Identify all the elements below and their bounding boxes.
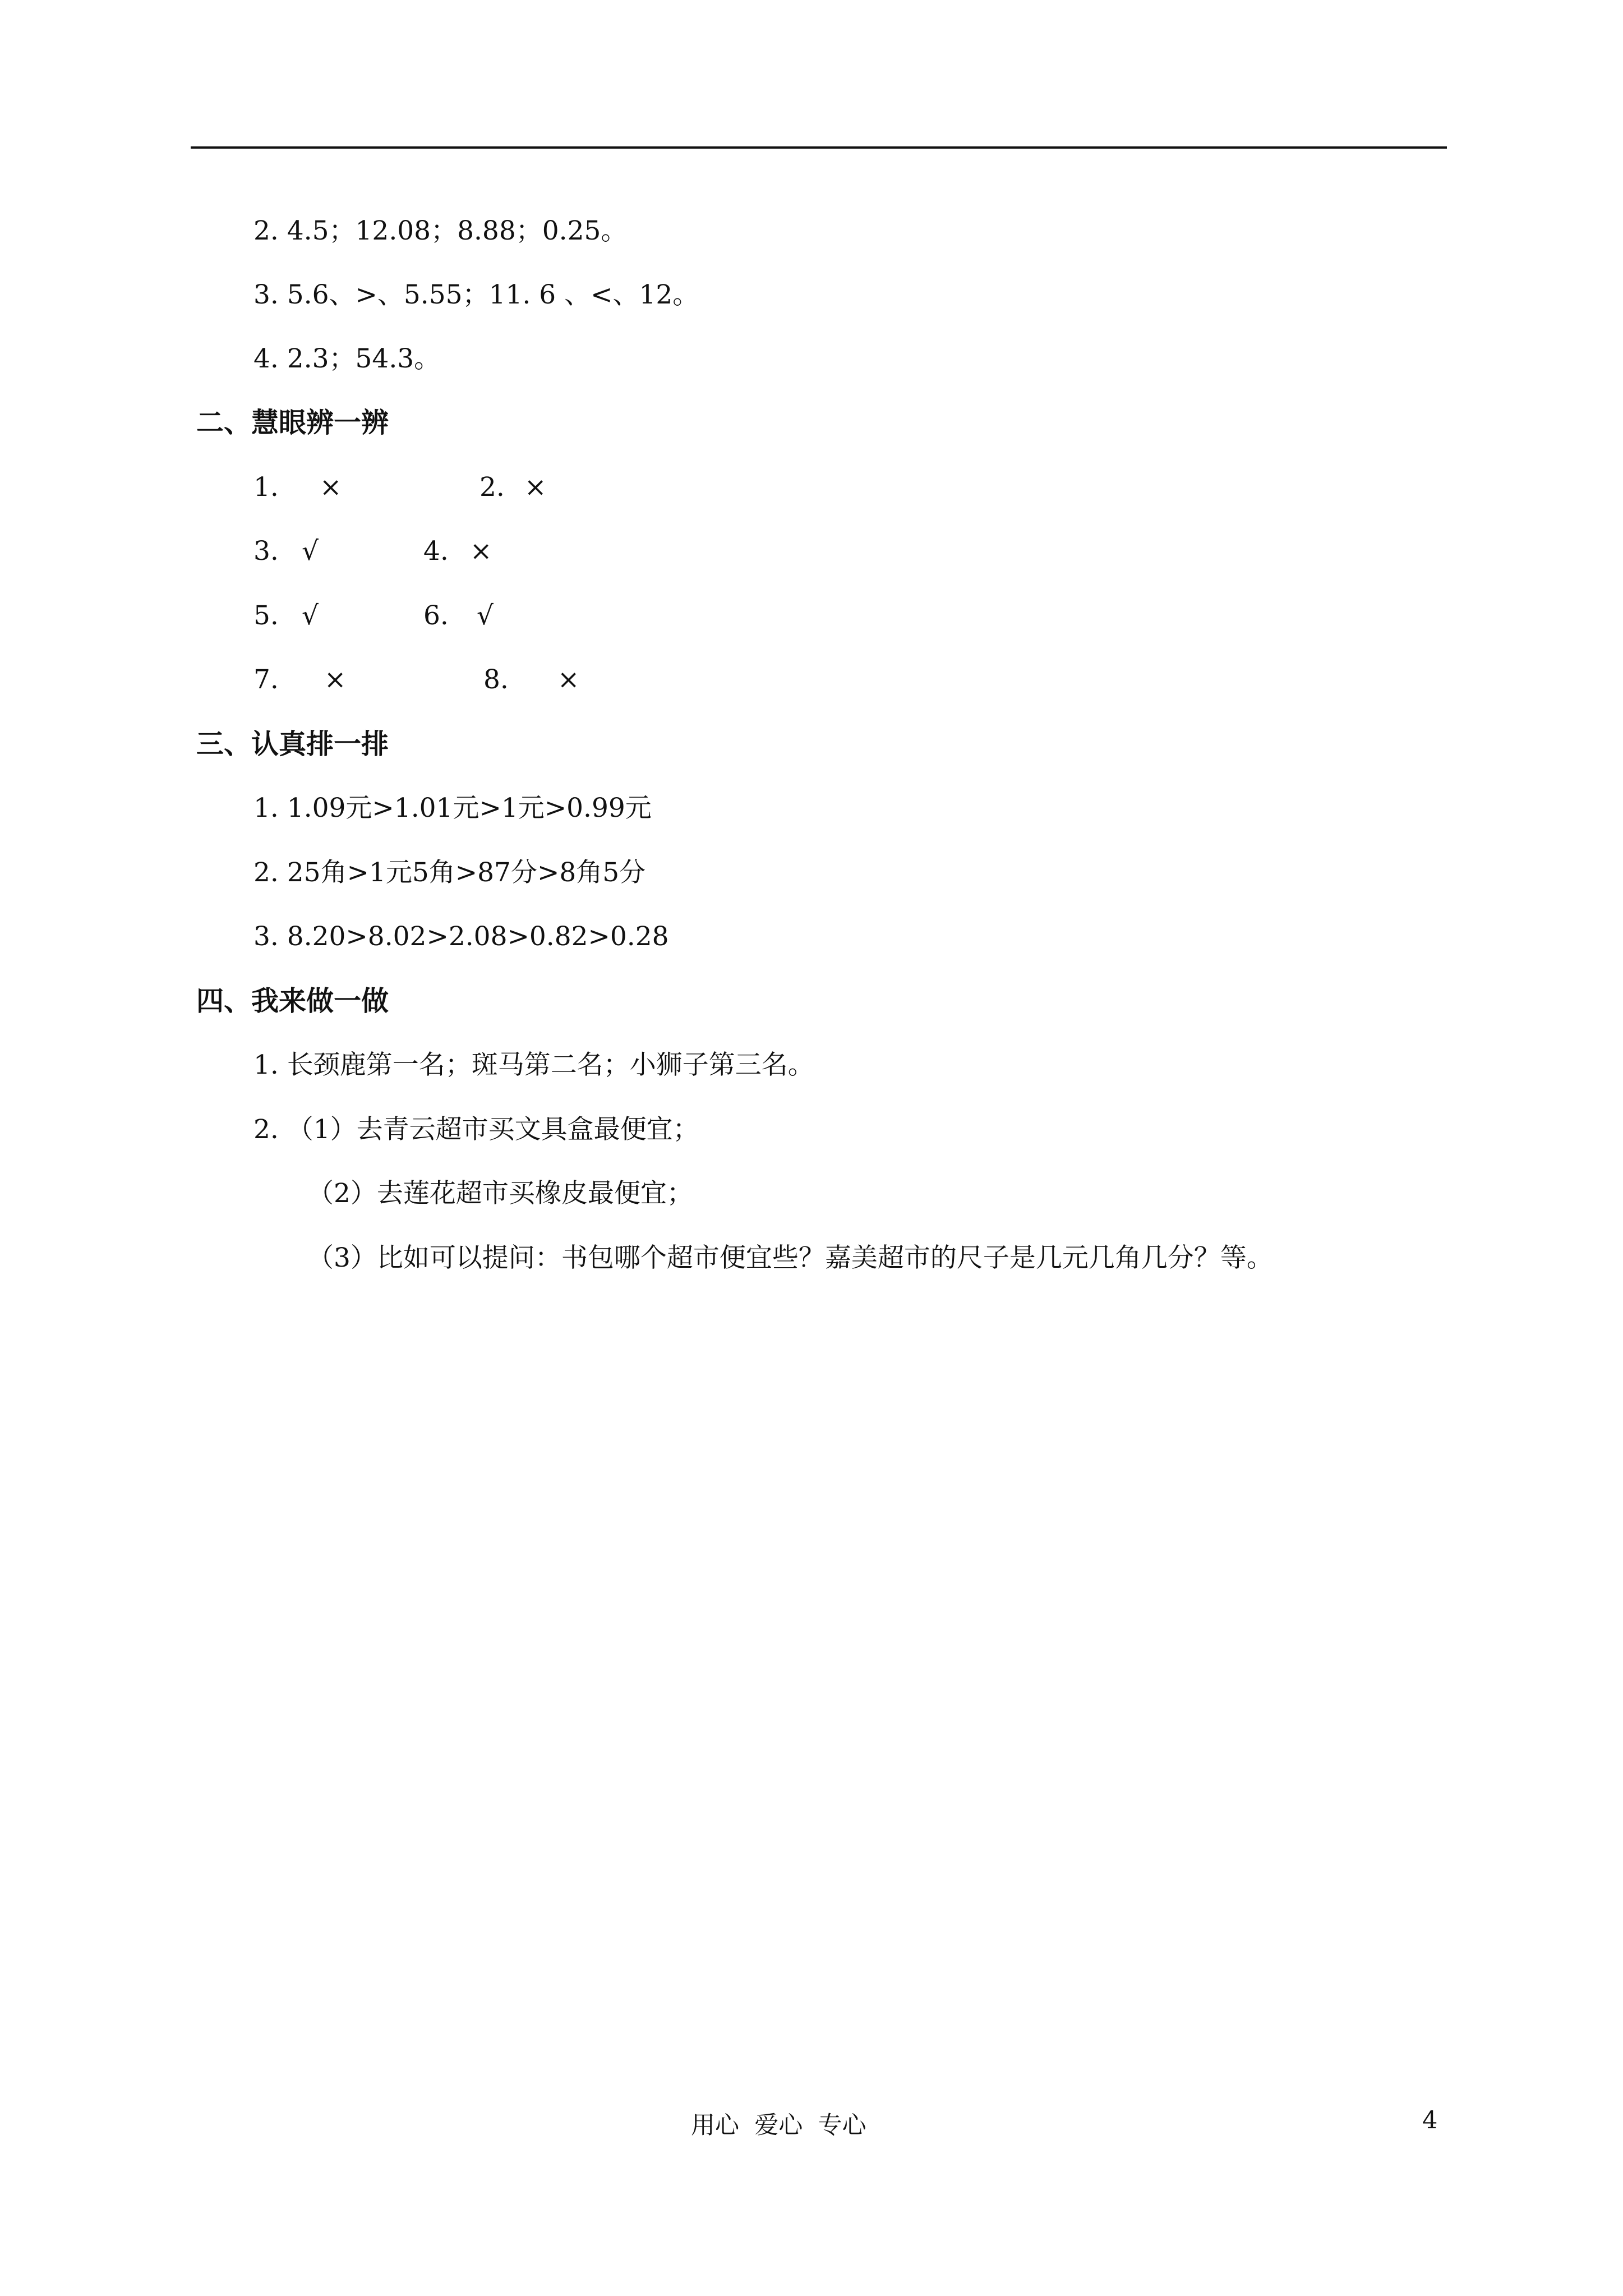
answer-line-1-2: 2. 4.5；12.08；8.88；0.25。	[253, 215, 628, 246]
section-heading-3: 三、认真排一排	[196, 728, 389, 760]
cross-mark: ×	[557, 664, 580, 695]
cross-mark: ×	[320, 472, 342, 503]
answer-line-4-2: 2. （1）去青云超市买文具盒最便宜；	[253, 1114, 699, 1145]
answer-line-1-3: 3. 5.6、>、5.55；11. 6 、<、12。	[253, 279, 699, 310]
cross-mark: ×	[470, 536, 492, 567]
page-number: 4	[1422, 2106, 1438, 2134]
answer-line-3-1: 1. 1.09元>1.01元>1元>0.99元	[253, 793, 652, 823]
judge-num-8: 8.	[483, 664, 509, 695]
answer-line-4-2-2: （2）去莲花超市买橡皮最便宜；	[307, 1178, 693, 1209]
footer-motto: 用心 爱心 专心	[691, 2111, 866, 2139]
check-mark: √	[477, 600, 494, 631]
check-mark: √	[302, 600, 319, 631]
judge-num-2: 2.	[479, 472, 505, 503]
answer-line-4-2-3: （3）比如可以提问：书包哪个超市便宜些？嘉美超市的尺子是几元几角几分？等。	[307, 1243, 1273, 1273]
check-mark: √	[302, 536, 319, 567]
judge-num-5: 5.	[253, 600, 279, 631]
answer-line-4-1: 1. 长颈鹿第一名；斑马第二名；小狮子第三名。	[253, 1050, 814, 1080]
header-rule	[191, 146, 1447, 149]
answer-line-1-4: 4. 2.3；54.3。	[253, 343, 441, 374]
judge-num-1: 1.	[253, 472, 279, 503]
answer-line-3-3: 3. 8.20>8.02>2.08>0.82>0.28	[253, 921, 669, 952]
section-heading-4: 四、我来做一做	[196, 985, 389, 1017]
judge-num-4: 4.	[423, 536, 449, 567]
cross-mark: ×	[324, 664, 347, 695]
judge-num-3: 3.	[253, 536, 279, 567]
cross-mark: ×	[524, 472, 547, 503]
answer-line-3-2: 2. 25角>1元5角>87分>8角5分	[253, 857, 646, 888]
section-heading-2: 二、慧眼辨一辨	[196, 407, 389, 439]
judge-num-7: 7.	[253, 664, 279, 695]
judge-num-6: 6.	[423, 600, 449, 631]
